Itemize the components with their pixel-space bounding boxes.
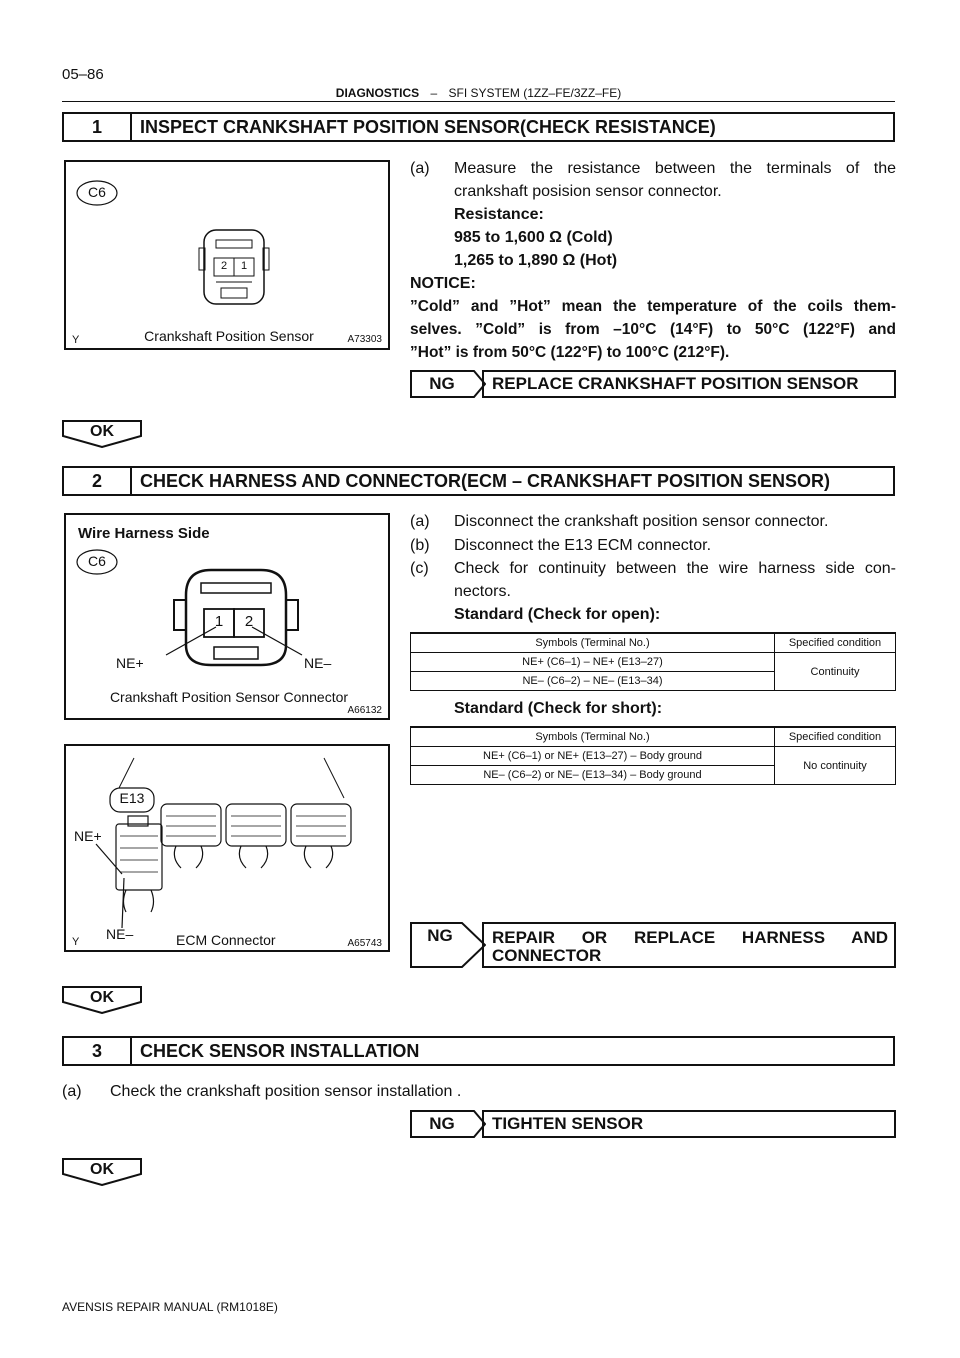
ok-label: OK	[90, 1161, 114, 1178]
step-2-ng-action	[482, 922, 896, 968]
step-3-ng-action: TIGHTEN SENSOR	[482, 1110, 896, 1138]
step-2-title: CHECK HARNESS AND CONNECTOR(ECM – CRANKSHAFT POSITION SENSOR)	[140, 470, 831, 491]
figure-code: A73303	[347, 334, 382, 345]
step-3-title: CHECK SENSOR INSTALLATION	[140, 1040, 420, 1061]
pin-1-label: 1	[240, 260, 248, 272]
ecm-connector-drawing	[66, 746, 392, 954]
figure-code: A65743	[347, 938, 382, 949]
header-separator: –	[430, 86, 438, 100]
figure-caption: Crankshaft Position Sensor Connector	[109, 689, 349, 705]
table-header-condition: Specified condition	[775, 727, 896, 747]
table-cell: NE– (C6–2) – NE– (E13–34)	[411, 672, 775, 691]
pin-1-label: 1	[214, 613, 224, 630]
page-header	[62, 86, 895, 100]
ok-label: OK	[90, 989, 114, 1006]
step-2-ok	[62, 986, 142, 1014]
step-2-a-text: Disconnect the crankshaft position sensor connector.	[454, 513, 829, 530]
table-cell: NE– (C6–2) or NE– (E13–34) – Body ground	[411, 766, 775, 785]
figure-ecm-connector	[64, 744, 390, 952]
y-mark: Y	[72, 334, 80, 346]
step-1-a-marker: (a)	[410, 160, 430, 177]
header-rule	[62, 101, 895, 102]
short-check-label: Standard (Check for short):	[454, 700, 663, 717]
step-1-a-line1: Measure the resistance between the terminals of the	[454, 160, 896, 177]
connector-tag-e13: E13	[119, 790, 145, 806]
table-cell: NE+ (C6–1) – NE+ (E13–27)	[411, 653, 775, 672]
ne-plus-label: NE+	[74, 828, 102, 844]
step-2-a-marker: (a)	[410, 513, 430, 530]
step-2-c-marker: (c)	[410, 560, 429, 577]
ne-plus-label: NE+	[116, 655, 144, 671]
figure-code: A66132	[347, 705, 382, 716]
table-cell-condition: Continuity	[775, 653, 896, 691]
step-3-ok	[62, 1158, 142, 1186]
table-header-condition: Specified condition	[775, 633, 896, 653]
resistance-cold: 985 to 1,600 Ω (Cold)	[454, 229, 613, 246]
notice-line2: selves. ”Cold” is from –10°C (14°F) to 50°C (122°F) and	[410, 321, 896, 338]
pin-2-label: 2	[220, 260, 228, 272]
step-2-ng-action-line1: REPAIR OR REPLACE HARNESS AND	[492, 928, 888, 947]
header-subsection: SFI SYSTEM (1ZZ–FE/3ZZ–FE)	[448, 86, 622, 100]
figure-crankshaft-sensor	[64, 160, 390, 350]
step-2-ng-row	[410, 922, 896, 968]
step-3-a-marker: (a)	[62, 1083, 82, 1100]
page-footer: AVENSIS REPAIR MANUAL (RM1018E)	[62, 1300, 278, 1314]
table-cell-condition: No continuity	[775, 747, 896, 785]
header-section: DIAGNOSTICS	[335, 86, 420, 100]
open-check-table	[410, 632, 896, 691]
ng-label: NG	[429, 1114, 455, 1133]
step-2-c-line1: Check for continuity between the wire harness side con-	[454, 560, 896, 577]
connector-tag-c6: C6	[88, 553, 106, 569]
step-2-number: 2	[64, 468, 132, 494]
step-2-b-marker: (b)	[410, 537, 430, 554]
ok-label: OK	[90, 423, 114, 440]
step-1-ng-row	[410, 370, 896, 398]
step-2-header	[62, 466, 895, 496]
pin-2-label: 2	[244, 613, 254, 630]
ne-minus-label: NE–	[304, 655, 332, 671]
step-3-ng-row	[410, 1110, 896, 1138]
connector-tag-c6: C6	[88, 184, 106, 200]
page-number: 05–86	[62, 66, 104, 83]
table-header-symbols: Symbols (Terminal No.)	[411, 633, 775, 653]
step-3-a-text: Check the crankshaft position sensor installation .	[110, 1083, 462, 1100]
table-cell: NE+ (C6–1) or NE+ (E13–27) – Body ground	[411, 747, 775, 766]
step-3-number: 3	[64, 1038, 132, 1064]
ng-label: NG	[429, 374, 455, 393]
step-1-header	[62, 112, 895, 142]
short-check-table	[410, 726, 896, 785]
figure-caption: Crankshaft Position Sensor	[144, 328, 314, 344]
step-2-c-line2: nectors.	[454, 583, 511, 600]
step-2-b-text: Disconnect the E13 ECM connector.	[454, 537, 712, 554]
figure-harness-connector	[64, 513, 390, 720]
step-1-ok	[62, 420, 142, 448]
figure-caption: ECM Connector	[176, 932, 276, 948]
step-1-ng-action: REPLACE CRANKSHAFT POSITION SENSOR	[482, 370, 896, 398]
resistance-hot: 1,265 to 1,890 Ω (Hot)	[454, 252, 618, 269]
step-2-ng-action-line2: CONNECTOR	[492, 946, 602, 965]
ne-minus-label: NE–	[106, 926, 134, 942]
step-3-header	[62, 1036, 895, 1066]
table-header-symbols: Symbols (Terminal No.)	[411, 727, 775, 747]
step-1-a-line2: crankshaft posision sensor connector.	[454, 183, 722, 200]
notice-line1: ”Cold” and ”Hot” mean the temperature of the coils them-	[410, 298, 896, 315]
wire-harness-side-heading: Wire Harness Side	[78, 525, 210, 542]
ng-label: NG	[427, 926, 453, 945]
step-1-title: INSPECT CRANKSHAFT POSITION SENSOR(CHECK RESISTANCE)	[140, 116, 716, 137]
y-mark: Y	[72, 936, 80, 948]
notice-label: NOTICE:	[410, 275, 476, 292]
resistance-label: Resistance:	[454, 206, 544, 223]
step-1-number: 1	[64, 114, 132, 140]
open-check-label: Standard (Check for open):	[454, 606, 661, 623]
notice-line3: ”Hot” is from 50°C (122°F) to 100°C (212°F).	[410, 344, 730, 361]
